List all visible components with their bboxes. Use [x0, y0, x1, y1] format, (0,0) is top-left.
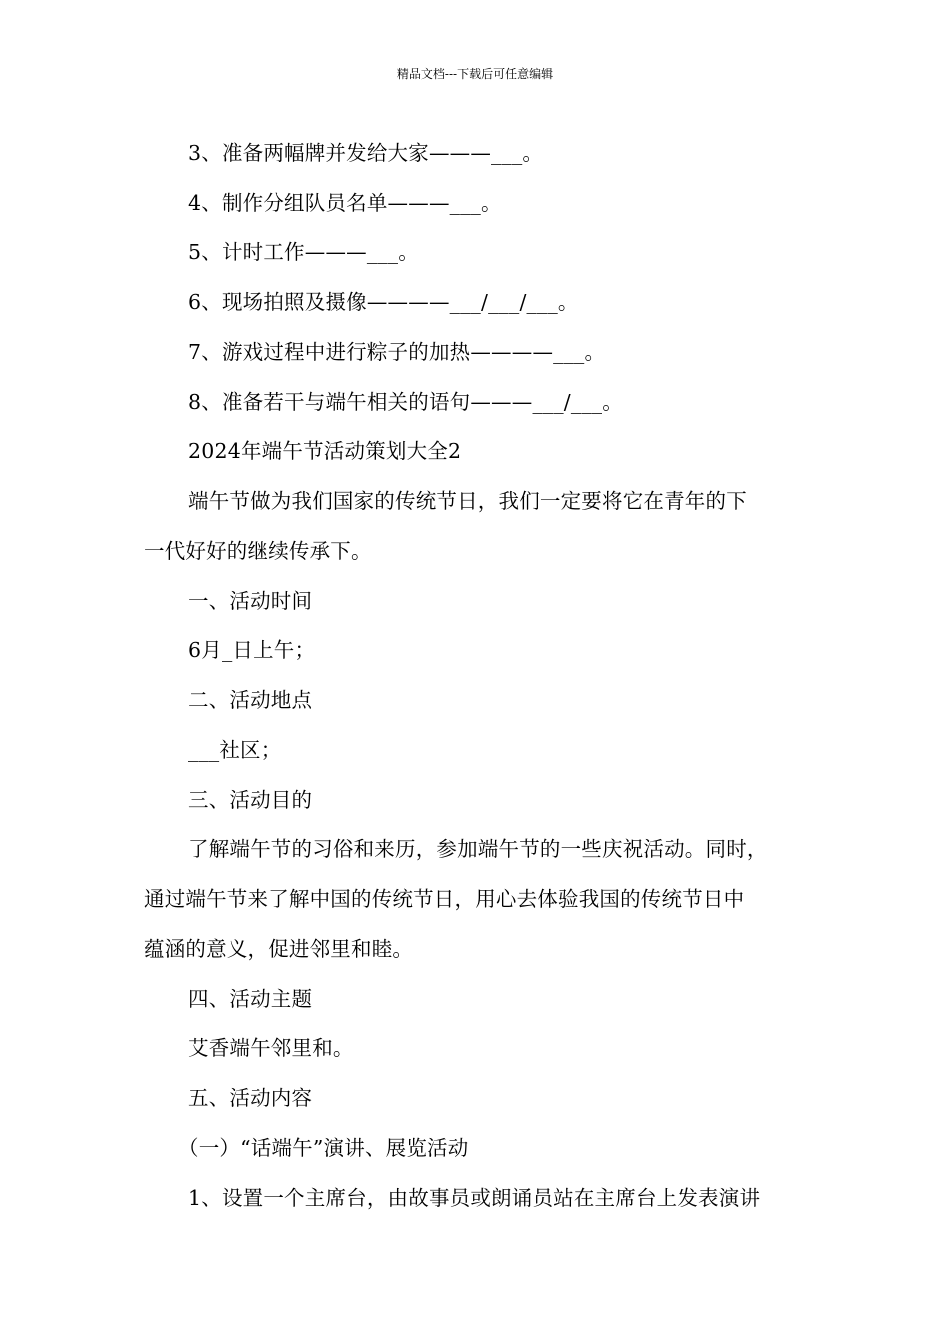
content-item-1: 1、设置一个主席台，由故事员或朗诵员站在主席台上发表演讲	[188, 1186, 761, 1210]
purpose-paragraph-line-1: 了解端午节的习俗和来历，参加端午节的一些庆祝活动。同时，	[188, 837, 768, 861]
list-item-8: 8、准备若干与端午相关的语句———___/___。	[188, 390, 623, 414]
list-item-3: 3、准备两幅牌并发给大家———___。	[188, 141, 544, 165]
intro-paragraph-line-2: 一代好好的继续传承下。	[144, 539, 372, 563]
intro-paragraph-line-1: 端午节做为我们国家的传统节日，我们一定要将它在青年的下	[188, 489, 747, 513]
purpose-paragraph-line-3: 蕴涵的意义，促进邻里和睦。	[144, 937, 414, 961]
heading-activity-content: 五、活动内容	[188, 1086, 313, 1110]
subheading-speech-exhibition: （一）“话端午”演讲、展览活动	[178, 1136, 469, 1160]
heading-activity-location: 二、活动地点	[188, 688, 313, 712]
list-item-5: 5、计时工作———___。	[188, 240, 419, 264]
list-item-4: 4、制作分组队员名单———___。	[188, 191, 502, 215]
section-title: 2024年端午节活动策划大全2	[188, 439, 462, 463]
activity-location-value: ___社区；	[188, 738, 282, 762]
page-header: 精品文档---下载后可任意编辑	[396, 67, 554, 81]
activity-theme-value: 艾香端午邻里和。	[188, 1036, 354, 1060]
list-item-6: 6、现场拍照及摄像————___/___/___。	[188, 290, 579, 314]
purpose-paragraph-line-2: 通过端午节来了解中国的传统节日，用心去体验我国的传统节日中	[144, 887, 745, 911]
heading-activity-time: 一、活动时间	[188, 589, 313, 613]
activity-time-value: 6月_日上午；	[188, 638, 316, 662]
list-item-7: 7、游戏过程中进行粽子的加热————___。	[188, 340, 606, 364]
heading-activity-theme: 四、活动主题	[188, 987, 313, 1011]
heading-activity-purpose: 三、活动目的	[188, 788, 313, 812]
